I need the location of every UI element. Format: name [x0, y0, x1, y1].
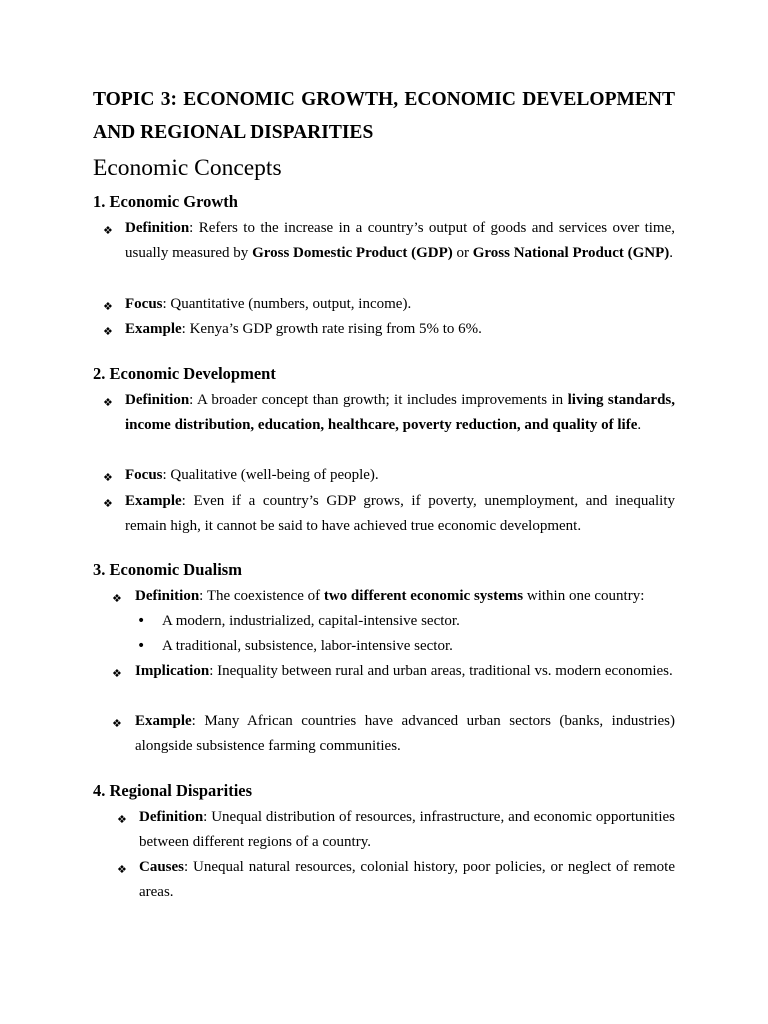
diamond-bullet-icon: ❖	[117, 863, 127, 876]
diamond-bullet-icon: ❖	[103, 471, 113, 484]
section-heading-economic-growth: 1. Economic Growth	[93, 192, 238, 211]
diamond-bullet-icon: ❖	[117, 813, 127, 826]
dot-bullet-icon: •	[137, 613, 146, 629]
dot-bullet-icon: •	[137, 638, 146, 654]
list-item-development-focus: Focus: Qualitative (well-being of people).	[125, 467, 379, 483]
list-item-disparities-causes: Causes: Unequal natural resources, colonial history, poor policies, or neglect of remote areas.	[139, 859, 675, 901]
list-item-dualism-example: Example: Many African countries have advanced urban sectors (banks, industries) alongside subsistence farming communities.	[135, 713, 675, 755]
section-heading-economic-development: 2. Economic Development	[93, 364, 276, 383]
diamond-bullet-icon: ❖	[103, 497, 113, 510]
topic-title: TOPIC 3: ECONOMIC GROWTH, ECONOMIC DEVELOPMENT AND REGIONAL DISPARITIES	[93, 89, 675, 143]
section-heading-regional-disparities: 4. Regional Disparities	[93, 781, 253, 800]
diamond-bullet-icon: ❖	[103, 396, 113, 409]
diamond-bullet-icon: ❖	[112, 592, 122, 605]
list-item-growth-definition: Definition: Refers to the increase in a country’s output of goods and services over time, usually measured by Gross Domestic Product (GDP) or Gross National Product (GNP).	[125, 220, 675, 262]
list-item-development-definition: Definition: A broader concept than growth; it includes improvements in living standards, income distribution, education, healthcare, poverty reduction, and quality of life.	[125, 392, 675, 434]
diamond-bullet-icon: ❖	[112, 717, 122, 730]
section-heading-economic-dualism: 3. Economic Dualism	[93, 560, 242, 579]
list-item-development-example: Example: Even if a country’s GDP grows, if poverty, unemployment, and inequality remain high, it cannot be said to have achieved true economic development.	[125, 493, 675, 535]
diamond-bullet-icon: ❖	[103, 224, 113, 237]
list-item-disparities-definition: Definition: Unequal distribution of resources, infrastructure, and economic opportunities between different regions of a country.	[139, 809, 675, 851]
list-item-growth-focus: Focus: Quantitative (numbers, output, income).	[125, 296, 412, 312]
sub-list-item-traditional-sector: A traditional, subsistence, labor-intensive sector.	[162, 638, 453, 654]
list-item-dualism-implication: Implication: Inequality between rural and urban areas, traditional vs. modern economies.	[135, 663, 673, 679]
sub-list-item-modern-sector: A modern, industrialized, capital-intensive sector.	[162, 613, 460, 629]
diamond-bullet-icon: ❖	[112, 667, 122, 680]
list-item-dualism-definition: Definition: The coexistence of two different economic systems within one country:	[135, 588, 645, 604]
diamond-bullet-icon: ❖	[103, 325, 113, 338]
diamond-bullet-icon: ❖	[103, 300, 113, 313]
list-item-growth-example: Example: Kenya’s GDP growth rate rising from 5% to 6%.	[125, 321, 482, 337]
page-heading: Economic Concepts	[93, 155, 282, 181]
